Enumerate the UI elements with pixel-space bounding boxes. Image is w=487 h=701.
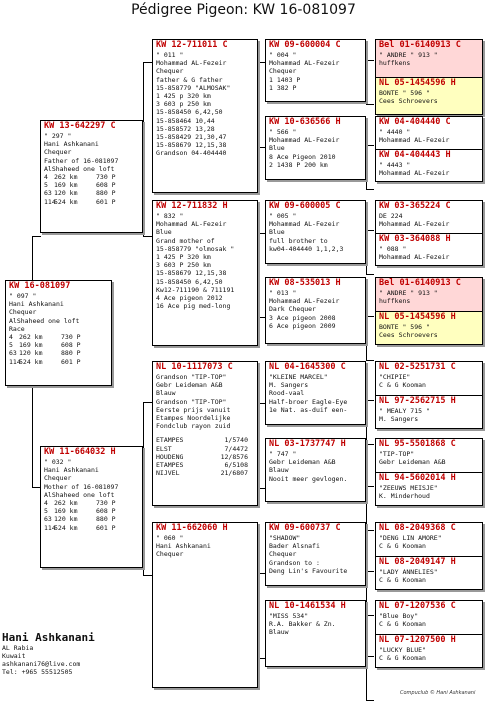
- g3-card-3: [265, 200, 366, 264]
- subject-line: AlShaheed one loft: [9, 316, 80, 325]
- result-cell: 12/8576: [220, 452, 248, 461]
- sdd-line: " 013 ": [269, 289, 297, 297]
- g4-line: Cees Schroevers: [379, 97, 438, 106]
- sire-line: AlShaheed one loft: [44, 164, 115, 173]
- g4-line: " ANDRE " 913 ": [379, 289, 438, 297]
- g4-pair-5: [375, 361, 483, 429]
- g4-ring: NL 94-5602014 H: [379, 473, 456, 483]
- result-cell: 169 km: [19, 341, 43, 350]
- result-cell: 4: [44, 173, 48, 182]
- owner-line: AL Rabia: [2, 644, 34, 652]
- dds-line: Grandson to :: [269, 558, 320, 567]
- granddam-maternal-card: [152, 522, 258, 688]
- g4-ring: KW 03-365224 C: [379, 201, 451, 211]
- g4-line: Mohammad AL-Fezeir: [379, 169, 450, 178]
- sire-line: Hani Ashkanani: [44, 140, 99, 149]
- bracket-g3-6: [366, 486, 374, 531]
- g4-bottom: [376, 472, 482, 506]
- ss-line: 1 425 p 320 km: [156, 92, 211, 101]
- result-cell: NIJVEL: [156, 469, 180, 478]
- result-cell: 601 P: [96, 523, 116, 532]
- g4-pair-6: [375, 438, 483, 506]
- ss-line: 15-858429 21,30,47: [156, 133, 227, 142]
- result-cell: 7/4472: [224, 444, 248, 453]
- g4-line: huffkens: [379, 59, 411, 68]
- g4-ring: NL 08-2049368 C: [379, 523, 456, 533]
- g4-ring: KW 04-404440 C: [379, 117, 451, 127]
- grandsire-paternal-card: [152, 39, 258, 193]
- sd-line: Kw12-711190 & 711191: [156, 285, 235, 294]
- g4-bottom: [376, 634, 482, 668]
- g3-card-7: [265, 522, 366, 586]
- g4-bottom: [376, 395, 482, 429]
- ss-line: Grandson 04-404440: [156, 149, 227, 158]
- result-cell: ELST: [156, 444, 172, 453]
- sss-line: Mohammad AL-Fezeir: [269, 59, 340, 68]
- ddd-ring: NL 10-1461534 H: [269, 601, 346, 611]
- ds-line: Etampes Noordelijke: [156, 414, 231, 423]
- result-cell: 5: [9, 341, 13, 350]
- result-cell: 608 P: [96, 507, 116, 516]
- g4-ring: NL 95-5501868 C: [379, 439, 456, 449]
- ss-line: 15-858464 10,44: [156, 116, 215, 125]
- sd-line: 15-858779 "olmosak ": [156, 244, 235, 253]
- g4-line: C & G Kooman: [379, 620, 426, 629]
- g4-ring: NL 05-1454596 H: [379, 312, 456, 322]
- ds-ring: NL 10-1117073 C: [156, 362, 233, 372]
- result-cell: 601 P: [61, 357, 81, 366]
- result-cell: 5: [44, 507, 48, 516]
- g3-card-1: [265, 39, 366, 102]
- ssd-line: Blue: [269, 144, 285, 153]
- dds-line: Deng Lin's Favourite: [269, 566, 348, 575]
- result-cell: HOUDENG: [156, 452, 184, 461]
- sss-line: 1 382 P: [269, 83, 297, 92]
- subject-card: [5, 280, 112, 386]
- g4-top: [376, 201, 482, 233]
- sdd-line: Dark Chequer: [269, 305, 316, 314]
- result-cell: 601 P: [96, 197, 116, 206]
- sd-line: 15-858450 6,42,50: [156, 277, 223, 286]
- result-cell: 120 km: [54, 189, 78, 198]
- dsd-line: Nooit meer gevlogen.: [269, 474, 348, 483]
- g3-card-4: [265, 277, 366, 344]
- sss-line: Chequer: [269, 67, 297, 76]
- ddd-line: "MISS 534": [269, 612, 309, 620]
- sss-line: " 004 ": [269, 51, 297, 59]
- g4-pair-8: [375, 600, 483, 668]
- owner-info: [2, 631, 95, 676]
- result-cell: 120 km: [19, 349, 43, 358]
- ddd-line: Blauw: [269, 628, 289, 637]
- g4-ring: NL 07-1207500 H: [379, 635, 456, 645]
- g4-line: C & G Kooman: [379, 542, 426, 551]
- owner-phone: Tel: +965 55512505: [2, 668, 73, 676]
- result-cell: 63: [44, 515, 52, 524]
- g4-top: [376, 278, 482, 311]
- g4-top: [376, 523, 482, 556]
- ss-line: Chequer: [156, 67, 184, 76]
- g4-bottom: [376, 77, 482, 115]
- result-cell: ETAMPES: [156, 436, 184, 445]
- result-cell: 262 km: [19, 333, 43, 342]
- result-cell: 262 km: [54, 499, 78, 508]
- ss-line: father & G father: [156, 75, 223, 84]
- dam-line: " 032 ": [44, 458, 72, 466]
- sd-ring: KW 12-711832 H: [156, 201, 228, 211]
- sdd-line: 3 Ace pigeon 2008: [269, 313, 336, 322]
- g4-line: " ANDRE " 913 ": [379, 51, 438, 59]
- sss-line: 1 1403 P: [269, 75, 301, 84]
- bracket-g3-4: [366, 316, 374, 361]
- sdd-ring: KW 08-535013 H: [269, 278, 341, 288]
- bracket-g3-1: [366, 60, 374, 105]
- sd-line: 15-858679 12,15,38: [156, 269, 227, 278]
- result-cell: 880 P: [61, 349, 81, 358]
- sds-line: Mohammad AL-Fezeir: [269, 220, 340, 229]
- ds-line: Grandson "TIP-TOP": [156, 397, 227, 406]
- g4-line: "LUCKY BLUE": [379, 646, 426, 654]
- g3-card-5: [265, 361, 366, 425]
- sss-ring: KW 09-600004 C: [269, 40, 341, 50]
- g4-line: Cees Schroevers: [379, 331, 438, 340]
- g4-ring: KW 04-404443 H: [379, 150, 451, 160]
- sd-line: Grand mother of: [156, 236, 215, 245]
- sire-line: Father of 16-081097: [44, 156, 119, 165]
- sds-line: " 005 ": [269, 212, 297, 220]
- g4-line: " MEALY 715 ": [379, 407, 430, 415]
- dam-ring: KW 11-664032 H: [44, 447, 116, 457]
- result-cell: 63: [44, 189, 52, 198]
- sire-card: [40, 120, 143, 233]
- dam-line: Chequer: [44, 474, 72, 483]
- g4-line: " 088 ": [379, 245, 407, 253]
- footer-credit: Compuclub © Hani Ashkanani: [400, 690, 476, 696]
- dds-line: Chequer: [269, 550, 297, 559]
- result-cell: 524 km: [19, 357, 43, 366]
- ds-line: Eerste prijs vanuit: [156, 405, 231, 414]
- ss-line: 15-858572 13,28: [156, 124, 215, 133]
- result-cell: 114: [9, 357, 21, 366]
- sire-ring: KW 13-642297 C: [44, 121, 116, 131]
- sds-line: kw04-404440 1,1,2,3: [269, 244, 344, 253]
- bracket-g3-2: [366, 145, 374, 190]
- dam-line: Hani Ashkanani: [44, 466, 99, 475]
- bracket-g3-3: [366, 230, 374, 275]
- g4-line: M. Sangers: [379, 415, 419, 424]
- dam-line: Mother of 16-081097: [44, 482, 119, 491]
- g4-ring: Bel 01-6140913 C: [379, 278, 461, 288]
- result-cell: 4: [44, 499, 48, 508]
- g4-line: Gebr Leideman A&B: [379, 458, 446, 467]
- g4-top: [376, 117, 482, 149]
- ss-line: Mohammad AL-Fezeir: [156, 59, 227, 68]
- g4-line: "CHIPIE": [379, 373, 411, 381]
- g3-card-8: [265, 600, 366, 667]
- g4-line: " 4443 ": [379, 161, 411, 169]
- result-cell: 5: [44, 181, 48, 190]
- g4-pair-3: [375, 200, 483, 266]
- dsd-line: Gebr Leideman A&B: [269, 458, 336, 467]
- g4-line: Mohammad AL-Fezeir: [379, 220, 450, 229]
- dsd-line: " 747 ": [269, 450, 297, 458]
- g4-line: BONTE " 596 ": [379, 323, 430, 331]
- dss-line: M. Sangers: [269, 381, 309, 390]
- g4-bottom: [376, 311, 482, 345]
- ss-line: 15-858450 6,42,50: [156, 108, 223, 117]
- dam-results: [41, 499, 142, 532]
- g4-ring: NL 02-5251731 C: [379, 362, 456, 372]
- dss-line: 1e Nat. as-duif een-: [269, 405, 348, 414]
- g4-pair-4: [375, 277, 483, 345]
- g4-line: "TIP-TOP": [379, 450, 415, 458]
- result-cell: 730 P: [96, 499, 116, 508]
- sire-line: " 297 ": [44, 132, 72, 140]
- result-cell: 524 km: [54, 197, 78, 206]
- ss-line: " 011 ": [156, 51, 184, 59]
- owner-line: Kuwait: [2, 652, 26, 660]
- result-cell: 608 P: [61, 341, 81, 350]
- result-cell: 608 P: [96, 181, 116, 190]
- result-cell: 169 km: [54, 181, 78, 190]
- subject-line: Chequer: [9, 308, 37, 317]
- sd-line: Blue: [156, 228, 172, 237]
- owner-name: Hani Ashkanani: [2, 631, 95, 644]
- result-cell: 880 P: [96, 189, 116, 198]
- result-cell: 114: [44, 197, 56, 206]
- g4-line: "ZEEUWS MEISJE": [379, 484, 438, 492]
- g4-bottom: [376, 149, 482, 182]
- subject-line: Race: [9, 324, 25, 333]
- result-cell: 120 km: [54, 515, 78, 524]
- g4-line: huffkens: [379, 297, 411, 306]
- dam-line: AlShaheed one loft: [44, 490, 115, 499]
- result-cell: 1/5740: [224, 436, 248, 445]
- result-cell: 880 P: [96, 515, 116, 524]
- subject-ring: KW 16-081097: [9, 281, 71, 291]
- g4-ring: NL 05-1454596 H: [379, 78, 456, 88]
- subject-line: " 097 ": [9, 292, 37, 300]
- g4-bottom: [376, 233, 482, 266]
- dd-line: Chequer: [156, 550, 184, 559]
- g4-line: "DENG LIN AMORE": [379, 534, 442, 542]
- g4-line: Mohammad AL-Fezeir: [379, 136, 450, 145]
- dd-ring: KW 11-662060 H: [156, 523, 228, 533]
- sdd-line: 6 Ace pigeon 2009: [269, 321, 336, 330]
- owner-email: ashkanani76@live.com: [2, 660, 81, 668]
- dss-ring: NL 04-1645300 C: [269, 362, 346, 372]
- ss-line: 3 603 p 250 km: [156, 100, 211, 109]
- subject-line: Hani Ashkanani: [9, 300, 64, 309]
- sds-ring: KW 09-600005 C: [269, 201, 341, 211]
- g4-ring: NL 08-2049147 H: [379, 557, 456, 567]
- g4-top: [376, 362, 482, 395]
- result-cell: 730 P: [61, 333, 81, 342]
- ss-line: 15-858779 "ALMOSAK": [156, 83, 231, 92]
- ssd-line: 2 1438 P 200 km: [269, 160, 328, 169]
- result-cell: 63: [9, 349, 17, 358]
- ds-line: Blauw: [156, 389, 176, 398]
- result-cell: 21/6807: [220, 469, 248, 478]
- result-cell: ETAMPES: [156, 461, 184, 470]
- dds-line: "SHADOW": [269, 534, 301, 542]
- g4-line: C & G Kooman: [379, 654, 426, 663]
- g4-line: C & G Kooman: [379, 381, 426, 390]
- result-cell: 262 km: [54, 173, 78, 182]
- g4-pair-1: [375, 39, 483, 115]
- dds-ring: KW 09-600737 C: [269, 523, 341, 533]
- g4-line: C & G Kooman: [379, 576, 426, 585]
- g4-pair-2: [375, 116, 483, 182]
- dd-line: Hani Ashkanani: [156, 542, 211, 551]
- dss-line: Rood-vaal: [269, 389, 305, 398]
- sds-line: full brother to: [269, 236, 328, 245]
- ss-line: 15-858679 12,15,38: [156, 141, 227, 150]
- sds-line: Blue: [269, 228, 285, 237]
- sd-line: 1 425 P 320 km: [156, 253, 211, 262]
- sdd-line: Mohammad AL-Fezeir: [269, 297, 340, 306]
- result-cell: 169 km: [54, 507, 78, 516]
- result-cell: 114: [44, 523, 56, 532]
- sd-line: 3 603 P 250 km: [156, 261, 211, 270]
- g4-bottom: [376, 556, 482, 590]
- sd-line: 4 Ace pigeon 2012: [156, 294, 223, 303]
- ds-line: Gebr Leideman A&B: [156, 381, 223, 390]
- g4-line: BONTE " 596 ": [379, 89, 430, 97]
- page-title: Pédigree Pigeon: KW 16-081097: [131, 2, 356, 18]
- g4-ring: Bel 01-6140913 C: [379, 40, 461, 50]
- grandsire-maternal-card: [152, 361, 258, 506]
- dsd-ring: NL 03-1737747 H: [269, 439, 346, 449]
- g4-top: [376, 40, 482, 77]
- result-cell: 6/5108: [224, 461, 248, 470]
- g3-card-2: [265, 116, 366, 180]
- dds-line: Bader Alsnafi: [269, 542, 320, 551]
- granddam-paternal-card: [152, 200, 258, 346]
- subject-results: [6, 333, 111, 366]
- g4-line: "Blue Boy": [379, 612, 419, 620]
- g4-pair-7: [375, 522, 483, 590]
- ds-line: Fondclub rayon zuid: [156, 422, 231, 431]
- sire-results: [41, 173, 142, 206]
- result-cell: 4: [9, 333, 13, 342]
- sd-line: 16 Ace pig med-long: [156, 302, 231, 311]
- dss-line: "KLEINE MARCEL": [269, 373, 328, 381]
- result-cell: 730 P: [96, 173, 116, 182]
- result-cell: 524 km: [54, 523, 78, 532]
- g4-ring: NL 97-2562715 H: [379, 396, 456, 406]
- g4-line: " 4440 ": [379, 128, 411, 136]
- g4-line: K. Minderhoud: [379, 492, 430, 501]
- ds-line: Grandson "TIP-TOP": [156, 373, 227, 381]
- dam-card: [40, 446, 143, 568]
- g4-line: "LADY ANNELIES": [379, 568, 438, 576]
- bracket-g3-5: [366, 400, 374, 445]
- g4-ring: KW 03-364088 H: [379, 234, 451, 244]
- bracket-g3-8: [366, 656, 374, 701]
- sd-line: " 832 ": [156, 212, 184, 220]
- g4-top: [376, 439, 482, 472]
- ss-ring: KW 12-711011 C: [156, 40, 228, 50]
- g4-line: DE 224: [379, 212, 403, 220]
- g4-line: Mohammad AL-Fezeir: [379, 253, 450, 262]
- dd-line: " 060 ": [156, 534, 184, 542]
- ddd-line: R.A. Bakker & Zn.: [269, 620, 336, 629]
- sd-line: Mohammad AL-Fezeir: [156, 220, 227, 229]
- ssd-ring: KW 10-636566 H: [269, 117, 341, 127]
- ssd-line: Mohammad AL-Fezeir: [269, 136, 340, 145]
- sire-line: Chequer: [44, 148, 72, 157]
- g3-card-6: [265, 438, 366, 502]
- ds-results: [153, 436, 257, 477]
- g4-top: [376, 601, 482, 634]
- ssd-line: " 566 ": [269, 128, 297, 136]
- dss-line: Half-broer Eagle-Eye: [269, 397, 348, 406]
- ssd-line: 8 Ace Pigeon 2010: [269, 152, 336, 161]
- dsd-line: Blauw: [269, 466, 289, 475]
- g4-ring: NL 07-1207536 C: [379, 601, 456, 611]
- bracket-g3-7: [366, 571, 374, 616]
